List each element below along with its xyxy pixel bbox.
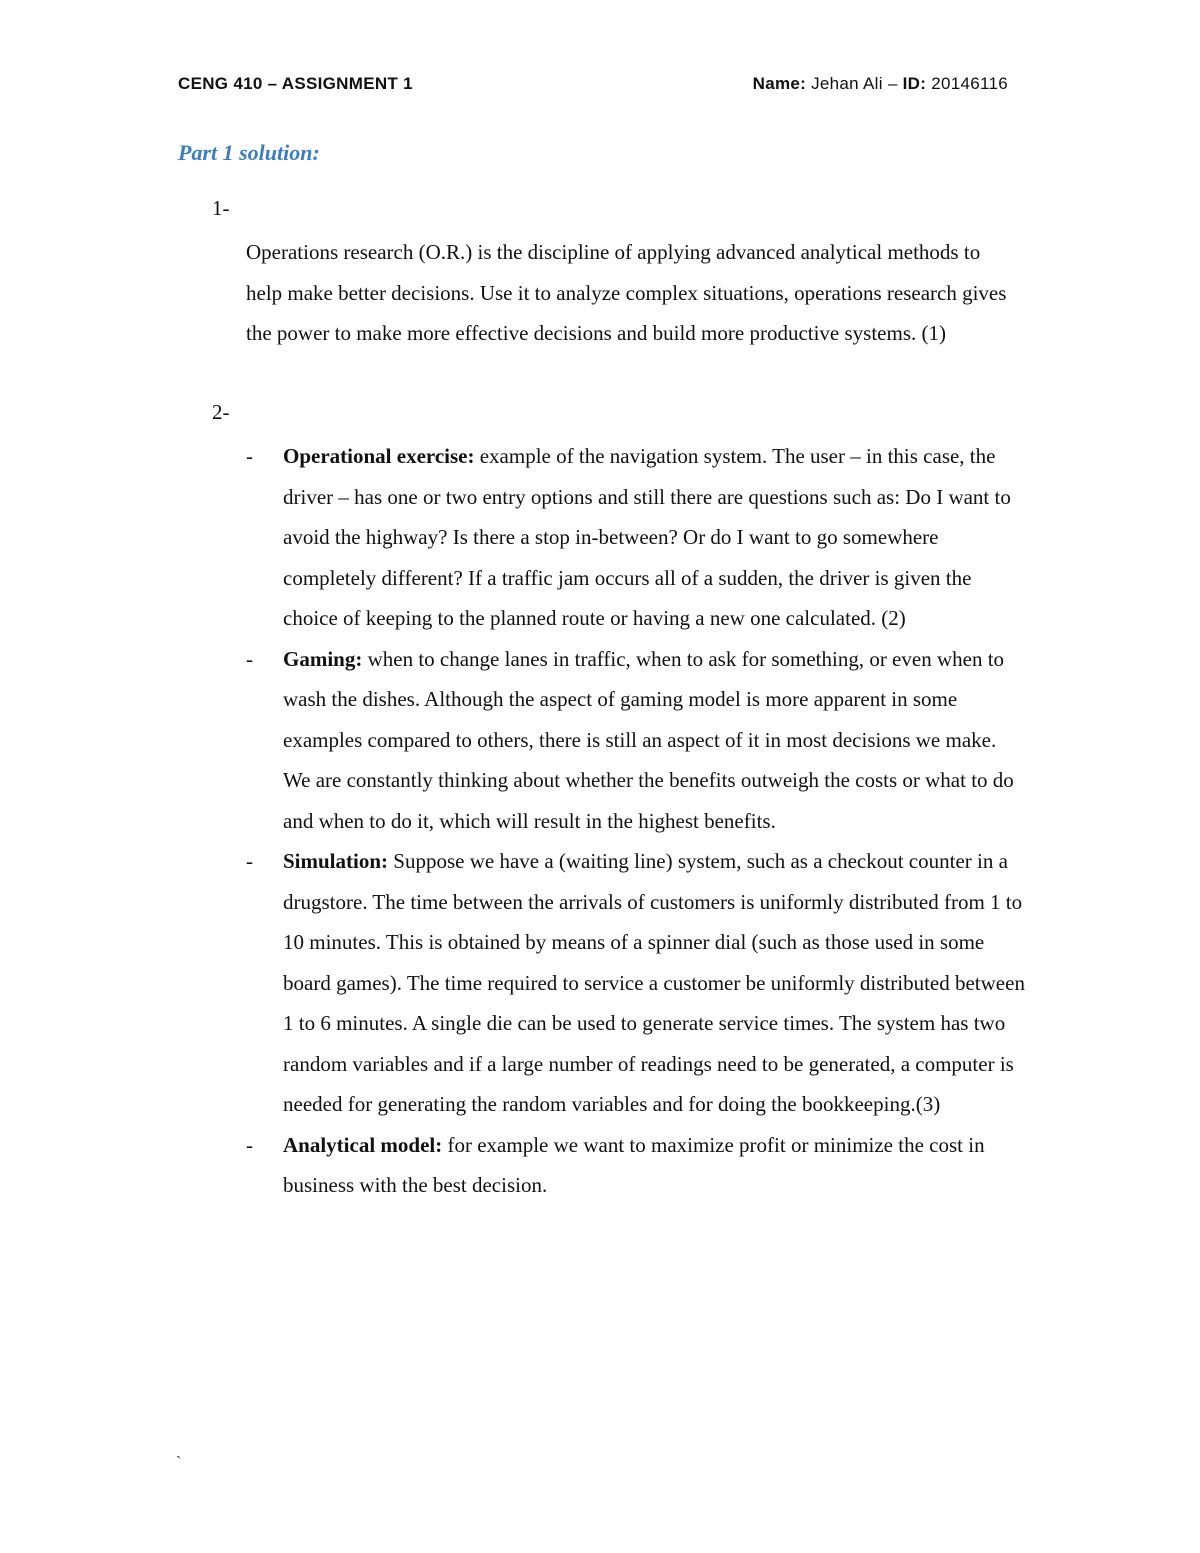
question-2-list [246,436,1026,1206]
bullet-dash: - [246,444,253,468]
item-description: for example we want to maximize profit or minimize the cost in business with the best decision. [283,1132,985,1197]
item-description: Suppose we have a (waiting line) system, such as a checkout counter in a drugstore. The time between the arrivals of customers is uniformly distributed from 1 to 10 minutes. This is obtained by means of a spinner dial (such as those used in some board games). The time required to service a customer be uniformly distributed between 1 to 6 minutes. A single die can be used to generate service times. The system has two random variables and if a large number of readings need to be generated, a computer is needed for generating the random variables and for doing the bookkeeping.(3) [283,849,1025,1116]
item-description: when to change lanes in traffic, when to ask for something, or even when to wash the dishes. Although the aspect of gaming model is more apparent in some examples compared to others, there is still an aspect of it in most decisions we make. We are constantly thinking about whether the benefits outweigh the costs or what to do and when to do it, which will result in the highest benefits. [283,646,1014,833]
id-value: 20146116 [926,74,1008,93]
bullet-dash: - [246,849,253,873]
page-header [178,74,1008,102]
student-info [753,74,1008,94]
bullet-dash: - [246,1132,253,1157]
list-item-analytical-model [246,1125,1026,1206]
list-item-simulation [246,841,1026,1125]
term-label: Operational exercise: [283,444,475,468]
part-title: Part 1 solution: [178,140,320,165]
question-1-number: 1- [212,196,230,220]
term-label: Analytical model: [283,1132,443,1157]
name-label: Name: [752,74,807,93]
id-label: ID: [902,74,927,93]
question-2-number: 2- [212,400,230,424]
name-value: Jehan Ali – [806,74,903,93]
term-label: Gaming: [283,646,363,671]
item-description: example of the navigation system. The user – in this case, the driver – has one or two entry options and still there are questions such as: Do I want to avoid the highway? Is there a stop in-between? Or do I want to go somewhere completely different? If a traffic jam occurs all of a sudden, the driver is given the choice of keeping to the planned route or having a new one calculated. (2) [283,444,1011,630]
question-1-answer: Operations research (O.R.) is the discipline of applying advanced analytical methods to help make better decisions. Use it to analyze complex situations, operations research gives the power to make more effective decisions and build more productive systems. (1) [246,240,1007,345]
bullet-dash: - [246,646,253,671]
course-assignment-title: CENG 410 – ASSIGNMENT 1 [178,74,413,93]
list-item-gaming [246,639,1026,842]
footer-mark: ` [176,1454,182,1471]
term-label: Simulation: [283,849,389,873]
list-item-operational-exercise [246,436,1026,639]
